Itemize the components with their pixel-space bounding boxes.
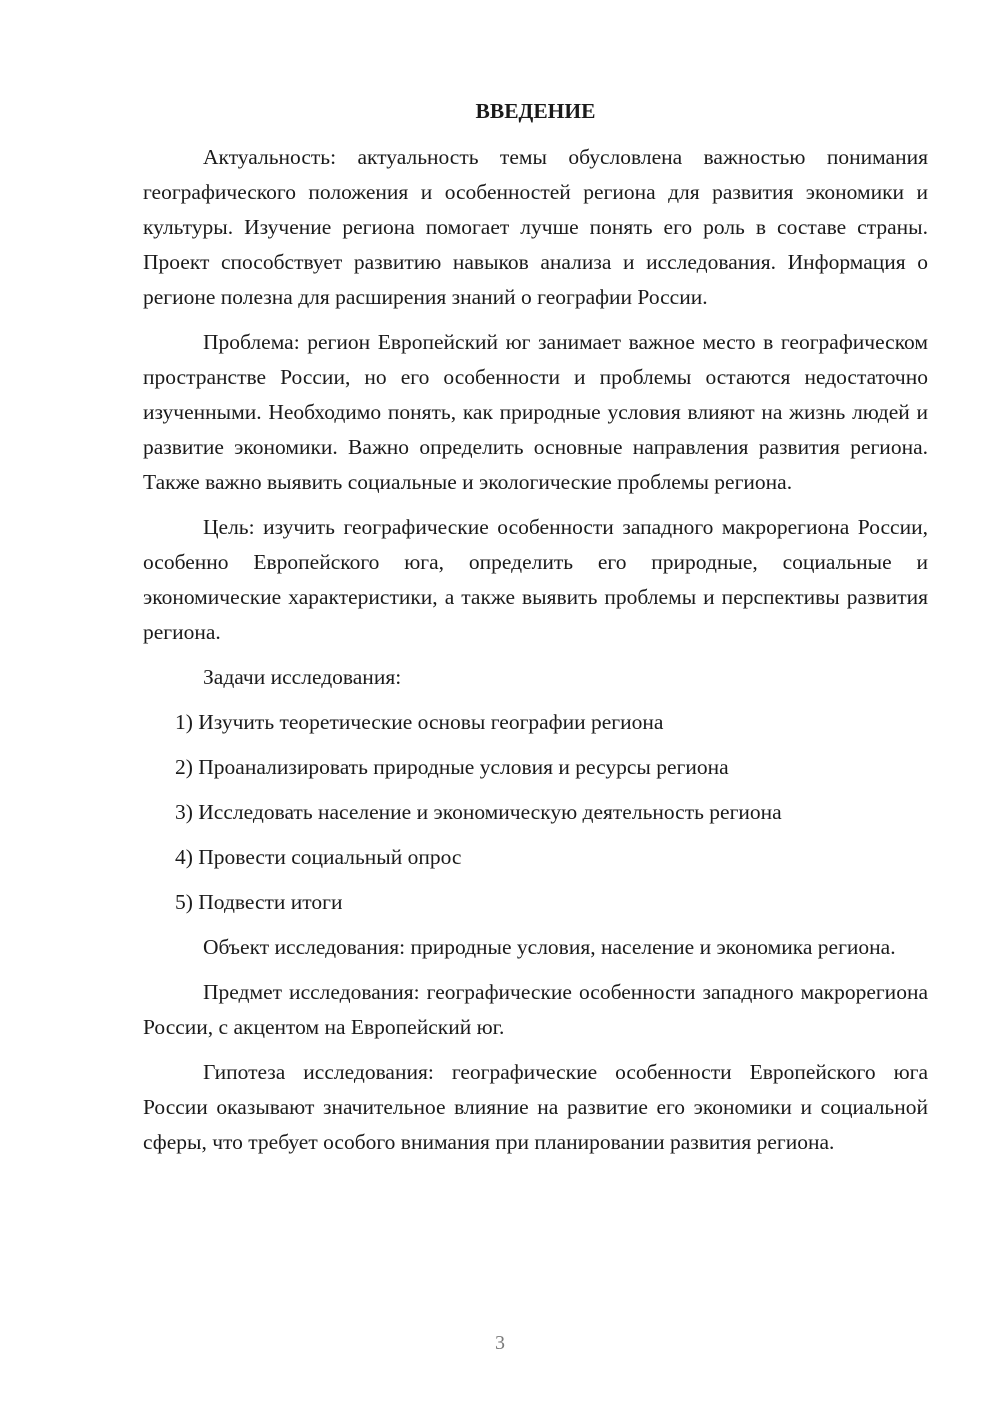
page-number: 3 (495, 1332, 505, 1354)
task-item: 2) Проанализировать природные условия и ресурсы региона (175, 755, 729, 779)
subject-paragraph: Предмет исследования: географические особенности западного макрорегиона России, с акцентом на Европейский юг. (143, 980, 928, 1039)
task-item: 3) Исследовать население и экономическую деятельность региона (175, 800, 782, 824)
hypothesis-paragraph: Гипотеза исследования: географические особенности Европейского юга России оказывают значительное влияние на развитие его экономики и социальной сферы, что требует особого внимания при планировании развития региона. (143, 1060, 928, 1154)
document-page (143, 92, 928, 1170)
section-title: ВВЕДЕНИЕ (475, 99, 596, 123)
problem-paragraph: Проблема: регион Европейский юг занимает важное место в географическом пространстве России, но его особенности и проблемы остаются недостаточно изученными. Необходимо понять, как природные условия влияют на жизнь людей и развитие экономики. Важно определить основные направления развития региона. Также важно выявить социальные и экологические проблемы региона. (143, 330, 928, 494)
task-item: 1) Изучить теоретические основы географии региона (175, 710, 664, 734)
relevance-paragraph: Актуальность: актуальность темы обусловлена важностью понимания географического положения и особенностей региона для развития экономики и культуры. Изучение региона помогает лучше понять его роль в составе страны. Проект способствует развитию навыков анализа и исследования. Информация о регионе полезна для расширения знаний о географии России. (143, 145, 928, 309)
tasks-heading: Задачи исследования: (203, 665, 402, 689)
goal-paragraph: Цель: изучить географические особенности западного макрорегиона России, особенно Европейского юга, определить его природные, социальные и экономические характеристики, а также выявить проблемы и перспективы развития региона. (143, 515, 928, 644)
tasks-list (143, 705, 928, 920)
task-item: 5) Подвести итоги (175, 890, 343, 914)
object-paragraph: Объект исследования: природные условия, население и экономика региона. (203, 935, 896, 959)
task-item: 4) Провести социальный опрос (175, 845, 462, 869)
